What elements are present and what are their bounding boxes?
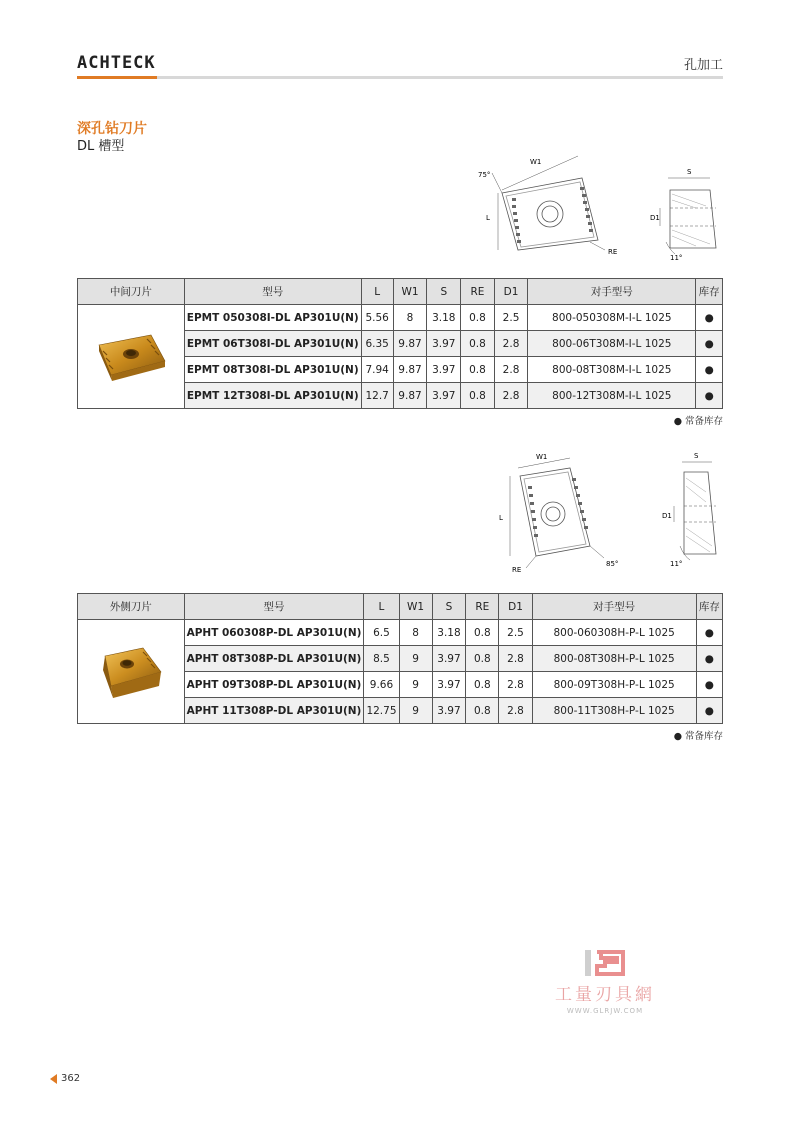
insert-photo-middle [81, 315, 181, 395]
col-re: RE [461, 279, 495, 305]
table-row [78, 305, 723, 331]
dim-relief-label: 11° [670, 254, 683, 262]
col-stock: 库存 [696, 279, 723, 305]
dim-angle-label: 85° [606, 560, 619, 568]
col-stock: 库存 [696, 594, 722, 620]
cell-l: 12.75 [364, 698, 399, 724]
cell-counterpart: 800-08T308M-I-L 1025 [528, 357, 696, 383]
insert-photo-cell [78, 305, 185, 409]
col-counterpart: 对手型号 [528, 279, 696, 305]
cell-re: 0.8 [466, 698, 499, 724]
page-subtitle: DL 槽型 [77, 139, 125, 154]
cell-counterpart: 800-09T308H-P-L 1025 [532, 672, 696, 698]
cell-l: 5.56 [361, 305, 393, 331]
cell-w1: 8 [393, 305, 427, 331]
cell-l: 6.5 [364, 620, 399, 646]
insert-diagram-outer [490, 446, 730, 574]
cell-s: 3.97 [432, 672, 466, 698]
col-l: L [364, 594, 399, 620]
cell-counterpart: 800-08T308H-P-L 1025 [532, 646, 696, 672]
col-l: L [361, 279, 393, 305]
dim-s-label: S [694, 452, 699, 460]
cell-l: 7.94 [361, 357, 393, 383]
insert-photo-cell [78, 620, 185, 724]
cell-model: APHT 09T308P-DL AP301U(N) [184, 672, 364, 698]
cell-d1: 2.5 [499, 620, 532, 646]
cell-d1: 2.8 [499, 672, 532, 698]
cell-l: 9.66 [364, 672, 399, 698]
watermark [540, 948, 670, 1015]
col-re: RE [466, 594, 499, 620]
cell-re: 0.8 [461, 331, 495, 357]
col-w1: W1 [399, 594, 432, 620]
dim-relief-label: 11° [670, 560, 683, 568]
cell-s: 3.97 [432, 698, 466, 724]
insert-diagram-middle [470, 150, 730, 262]
cell-l: 6.35 [361, 331, 393, 357]
cell-model: APHT 060308P-DL AP301U(N) [184, 620, 364, 646]
cell-s: 3.97 [427, 331, 461, 357]
page-number-text: 362 [61, 1073, 81, 1084]
dim-angle-label: 75° [478, 171, 491, 179]
cell-d1: 2.8 [499, 646, 532, 672]
cell-w1: 8 [399, 620, 432, 646]
cell-re: 0.8 [466, 620, 499, 646]
cell-re: 0.8 [466, 672, 499, 698]
insert-photo-outer [81, 630, 181, 710]
dim-l-label: L [499, 514, 503, 522]
cell-d1: 2.8 [494, 357, 528, 383]
cell-s: 3.97 [432, 646, 466, 672]
dim-d1-label: D1 [662, 512, 672, 520]
cell-l: 8.5 [364, 646, 399, 672]
cell-d1: 2.8 [494, 331, 528, 357]
cell-counterpart: 800-060308H-P-L 1025 [532, 620, 696, 646]
page-title: 深孔钻刀片 [77, 121, 147, 137]
stock-note: ● 常备库存 [673, 731, 723, 742]
table-row [78, 620, 723, 646]
col-model: 型号 [184, 594, 364, 620]
cell-s: 3.18 [427, 305, 461, 331]
cell-d1: 2.8 [499, 698, 532, 724]
col-s: S [432, 594, 466, 620]
cell-model: APHT 11T308P-DL AP301U(N) [184, 698, 364, 724]
header-rule [77, 76, 723, 79]
cell-s: 3.18 [432, 620, 466, 646]
cell-stock: ● [696, 331, 723, 357]
dim-re-label: RE [512, 566, 522, 574]
cell-model: EPMT 08T308I-DL AP301U(N) [184, 357, 361, 383]
cell-s: 3.97 [427, 357, 461, 383]
category-header: 中间刀片 [78, 279, 185, 305]
dim-w1-label: W1 [536, 453, 548, 461]
cell-d1: 2.5 [494, 305, 528, 331]
dim-d1-label: D1 [650, 214, 660, 222]
cell-w1: 9.87 [393, 357, 427, 383]
dim-s-label: S [687, 168, 692, 176]
col-d1: D1 [499, 594, 532, 620]
cell-w1: 9.87 [393, 383, 427, 409]
stock-note: ● 常备库存 [673, 416, 723, 427]
cell-counterpart: 800-06T308M-I-L 1025 [528, 331, 696, 357]
cell-stock: ● [696, 357, 723, 383]
cell-w1: 9 [399, 646, 432, 672]
cell-w1: 9 [399, 672, 432, 698]
section-label: 孔加工 [683, 58, 723, 73]
cell-stock: ● [696, 646, 722, 672]
brand-logo: ACHTECK [77, 53, 156, 73]
cell-model: EPMT 06T308I-DL AP301U(N) [184, 331, 361, 357]
watermark-url: WWW.GLRJW.COM [566, 1007, 644, 1015]
cell-model: APHT 08T308P-DL AP301U(N) [184, 646, 364, 672]
cell-re: 0.8 [461, 305, 495, 331]
spec-table-outer [77, 593, 723, 724]
col-model: 型号 [184, 279, 361, 305]
category-header: 外侧刀片 [78, 594, 185, 620]
cell-counterpart: 800-12T308M-I-L 1025 [528, 383, 696, 409]
cell-l: 12.7 [361, 383, 393, 409]
table-header-row [78, 594, 723, 620]
cell-model: EPMT 050308I-DL AP301U(N) [184, 305, 361, 331]
page-number [50, 1073, 80, 1084]
cell-counterpart: 800-11T308H-P-L 1025 [532, 698, 696, 724]
table-header-row [78, 279, 723, 305]
spec-table-middle [77, 278, 723, 409]
cell-re: 0.8 [461, 383, 495, 409]
dim-w1-label: W1 [530, 158, 542, 166]
cell-w1: 9.87 [393, 331, 427, 357]
cell-model: EPMT 12T308I-DL AP301U(N) [184, 383, 361, 409]
cell-w1: 9 [399, 698, 432, 724]
cell-counterpart: 800-050308M-I-L 1025 [528, 305, 696, 331]
col-counterpart: 对手型号 [532, 594, 696, 620]
col-w1: W1 [393, 279, 427, 305]
cell-stock: ● [696, 305, 723, 331]
watermark-text: 工量刃具網 [555, 985, 655, 1005]
cell-stock: ● [696, 620, 722, 646]
cell-s: 3.97 [427, 383, 461, 409]
cell-stock: ● [696, 672, 722, 698]
col-s: S [427, 279, 461, 305]
dim-re-label: RE [608, 248, 618, 256]
col-d1: D1 [494, 279, 528, 305]
cell-stock: ● [696, 383, 723, 409]
cell-re: 0.8 [461, 357, 495, 383]
page-arrow-icon [50, 1074, 57, 1084]
cell-d1: 2.8 [494, 383, 528, 409]
watermark-logo-icon [583, 948, 627, 978]
dim-l-label: L [486, 214, 490, 222]
cell-stock: ● [696, 698, 722, 724]
header-rule-accent [77, 76, 157, 79]
cell-re: 0.8 [466, 646, 499, 672]
